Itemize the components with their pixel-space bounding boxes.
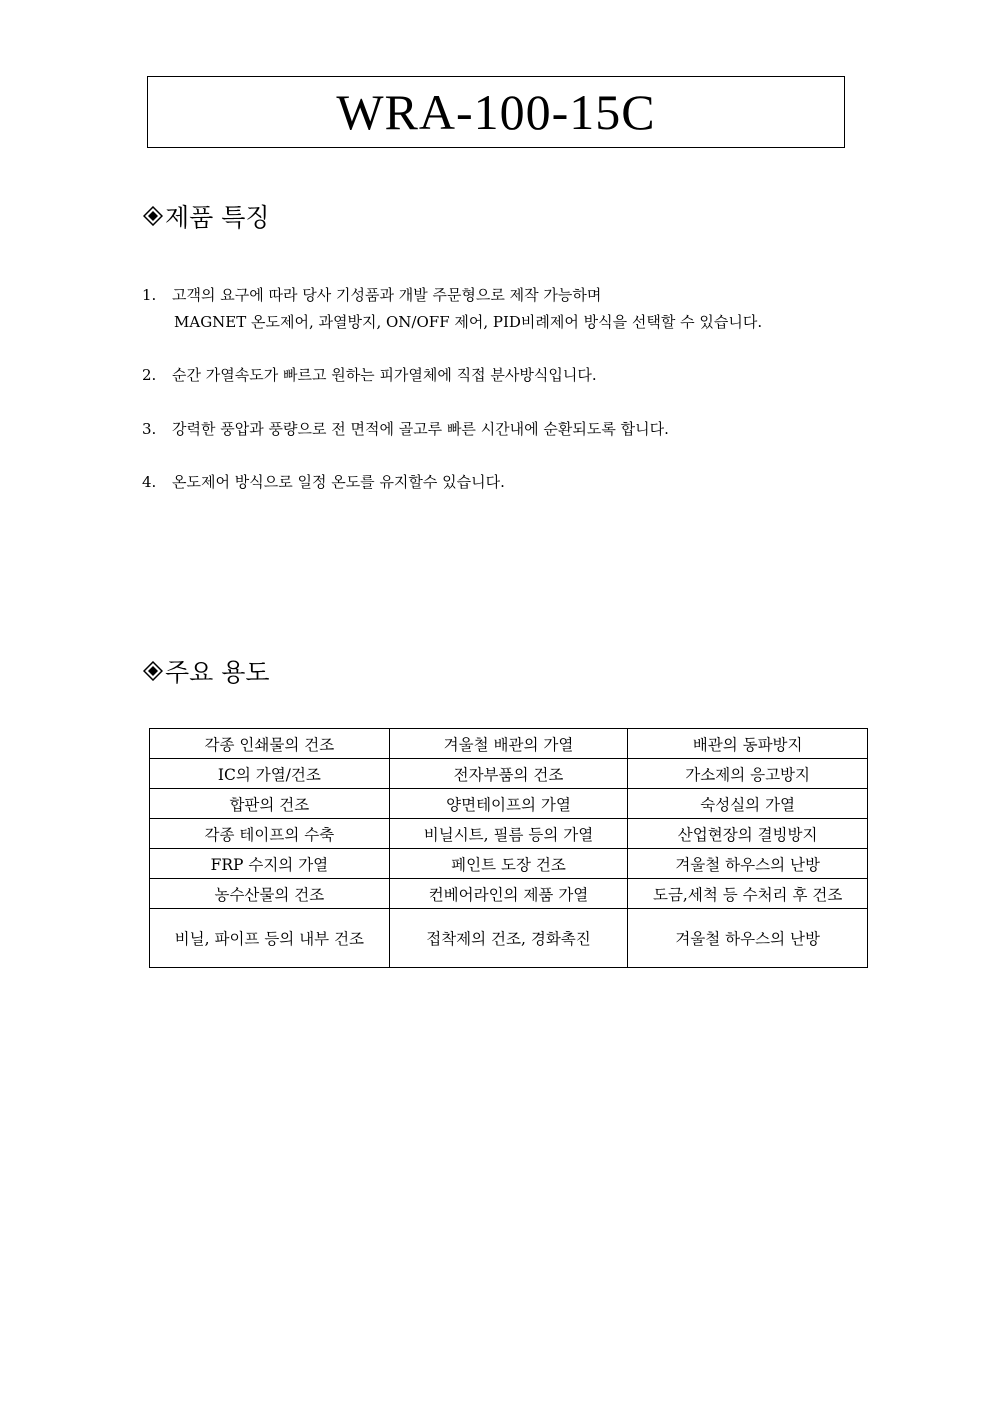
table-cell: 가소제의 응고방지 bbox=[628, 759, 868, 789]
features-heading-text: 제품 특징 bbox=[165, 203, 270, 232]
title-box bbox=[147, 76, 845, 148]
table-row bbox=[150, 819, 868, 849]
table-cell: 농수산물의 건조 bbox=[150, 879, 390, 909]
feature-number: 4. bbox=[142, 473, 157, 491]
table-cell: IC의 가열/건조 bbox=[150, 759, 390, 789]
table-cell: 합판의 건조 bbox=[150, 789, 390, 819]
table-cell: 각종 테이프의 수축 bbox=[150, 819, 390, 849]
product-title: WRA-100-15C bbox=[336, 84, 656, 140]
feature-number: 2. bbox=[142, 366, 157, 384]
feature-text: 순간 가열속도가 빠르고 원하는 피가열체에 직접 분사방식입니다. bbox=[172, 366, 597, 384]
table-cell: 페인트 도장 건조 bbox=[389, 849, 628, 879]
diamond-bullet-icon bbox=[143, 205, 163, 230]
feature-number: 1. bbox=[142, 286, 157, 304]
table-row bbox=[150, 849, 868, 879]
feature-item-3 bbox=[142, 422, 669, 437]
feature-text: 온도제어 방식으로 일정 온도를 유지할수 있습니다. bbox=[172, 473, 505, 491]
uses-heading-text: 주요 용도 bbox=[165, 658, 270, 687]
uses-table bbox=[149, 728, 868, 968]
diamond-bullet-icon bbox=[143, 660, 163, 685]
feature-text-continued: MAGNET 온도제어, 과열방지, ON/OFF 제어, PID비례제어 방식을 선택할 수 있습니다. bbox=[174, 313, 763, 331]
uses-heading bbox=[143, 660, 270, 685]
table-cell: 겨울철 하우스의 난방 bbox=[628, 849, 868, 879]
table-row bbox=[150, 909, 868, 968]
table-row bbox=[150, 789, 868, 819]
table-cell: 전자부품의 건조 bbox=[389, 759, 628, 789]
feature-text: 강력한 풍압과 풍량으로 전 면적에 골고루 빠른 시간내에 순환되도록 합니다. bbox=[172, 420, 669, 438]
table-cell: 컨베어라인의 제품 가열 bbox=[389, 879, 628, 909]
table-cell: 도금,세척 등 수처리 후 건조 bbox=[628, 879, 868, 909]
features-heading bbox=[143, 205, 270, 230]
table-cell: 비닐, 파이프 등의 내부 건조 bbox=[150, 909, 390, 968]
feature-number: 3. bbox=[142, 420, 157, 438]
feature-text: 고객의 요구에 따라 당사 기성품과 개발 주문형으로 제작 가능하며 bbox=[172, 286, 602, 304]
feature-item-1 bbox=[142, 288, 762, 330]
table-cell: 접착제의 건조, 경화촉진 bbox=[389, 909, 628, 968]
table-cell: 숙성실의 가열 bbox=[628, 789, 868, 819]
table-cell: FRP 수지의 가열 bbox=[150, 849, 390, 879]
feature-item-4 bbox=[142, 475, 505, 490]
table-row bbox=[150, 729, 868, 759]
table-cell: 배관의 동파방지 bbox=[628, 729, 868, 759]
table-cell: 겨울철 배관의 가열 bbox=[389, 729, 628, 759]
table-cell: 비닐시트, 필름 등의 가열 bbox=[389, 819, 628, 849]
table-row bbox=[150, 759, 868, 789]
table-cell: 양면테이프의 가열 bbox=[389, 789, 628, 819]
table-cell: 각종 인쇄물의 건조 bbox=[150, 729, 390, 759]
table-row bbox=[150, 879, 868, 909]
table-cell: 겨울철 하우스의 난방 bbox=[628, 909, 868, 968]
table-cell: 산업현장의 결빙방지 bbox=[628, 819, 868, 849]
feature-item-2 bbox=[142, 368, 597, 383]
